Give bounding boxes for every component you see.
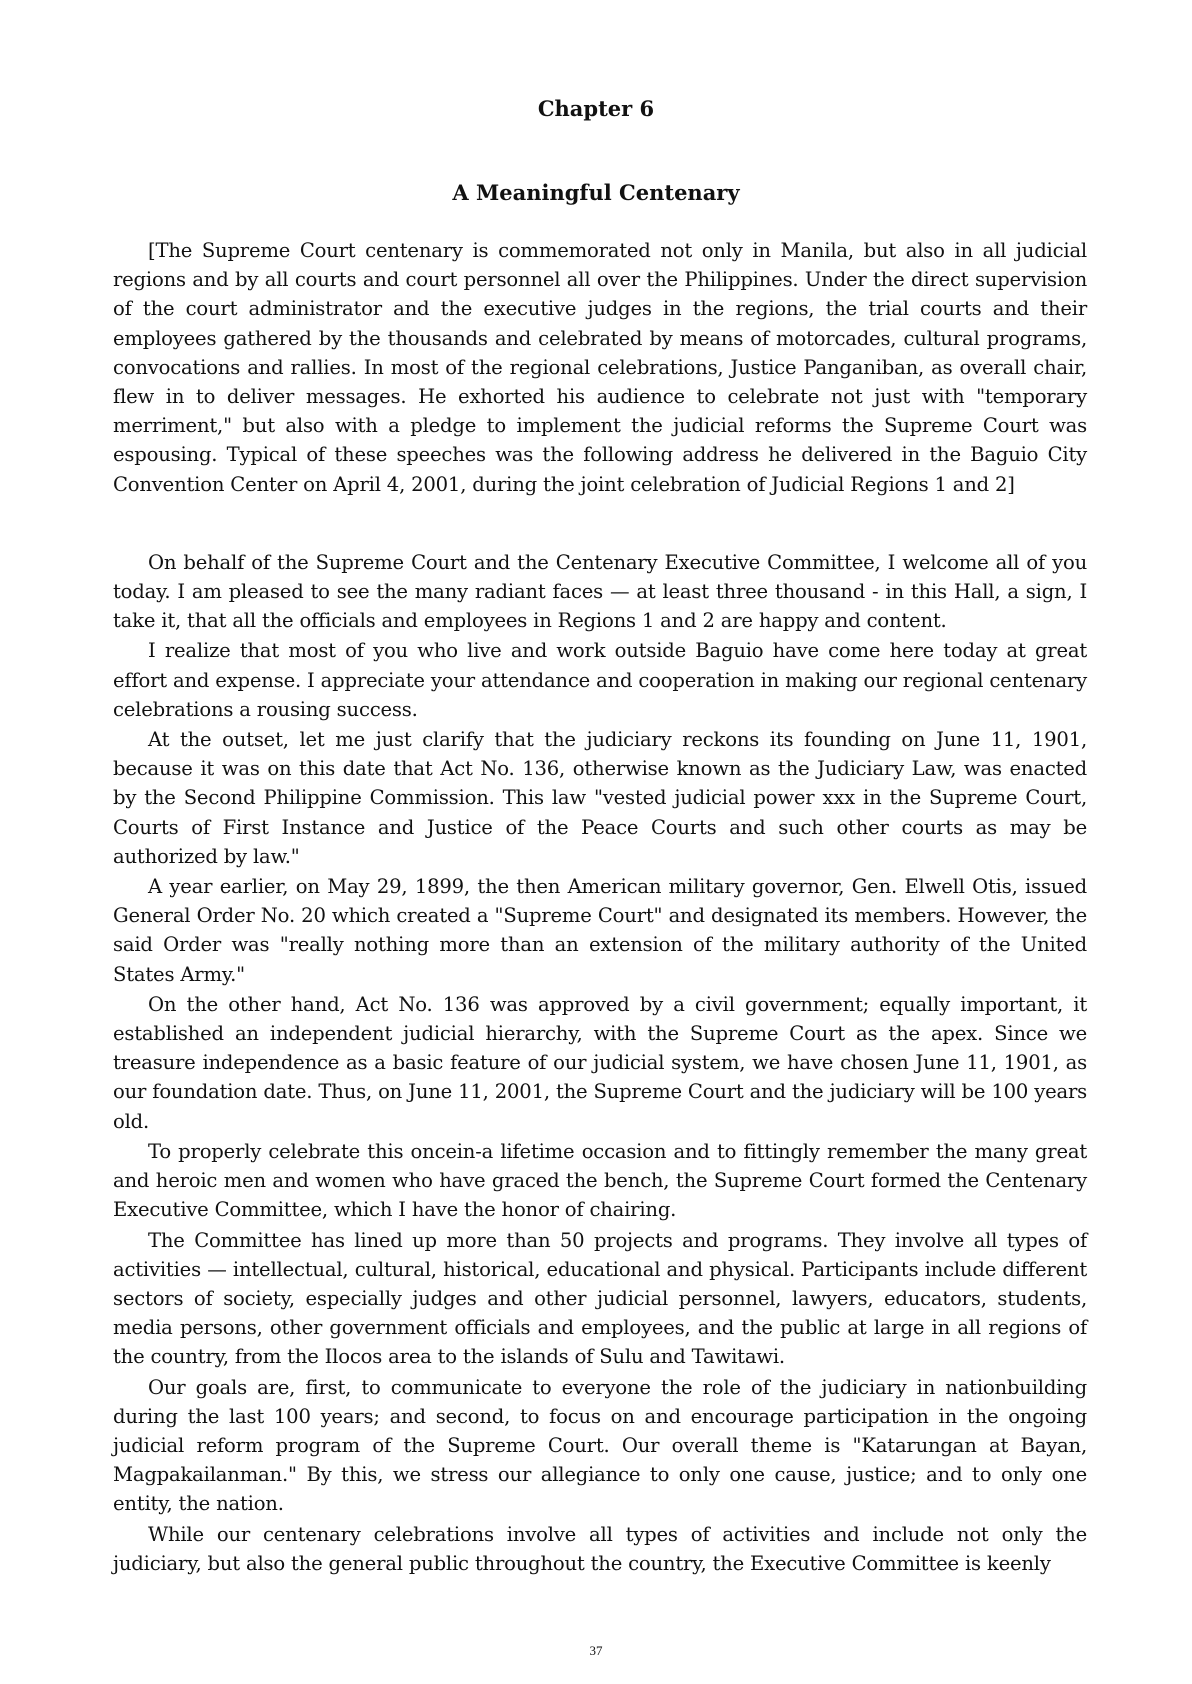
body-paragraph-4: A year earlier, on May 29, 1899, the then American military governor, Gen. Elwell Otis, issued General Order No. 20 which created a "Supreme Court" and designated its members. However, the said Order was "really nothing more than an extension of the military authority of the United States Army." bbox=[113, 875, 1087, 986]
chapter-heading: Chapter 6 bbox=[537, 96, 655, 121]
body-paragraph-3: At the outset, let me just clarify that the judiciary reckons its founding on June 11, 1901, because it was on this date that Act No. 136, otherwise known as the Judiciary Law, was enacted by the Second Philippine Commission. This law "vested judicial power xxx in the Supreme Court, Courts of First Instance and Justice of the Peace Courts and such other courts as may be authorized by law." bbox=[113, 728, 1087, 868]
body-paragraph-9: While our centenary celebrations involve all types of activities and include not only the judiciary, but also the general public throughout the country, the Executive Committee is keenly bbox=[113, 1522, 1087, 1575]
body-paragraph-7: The Committee has lined up more than 50 projects and programs. They involve all types of activities — intellectual, cultural, historical, educational and physical. Participants include different sectors of society, especially judges and other judicial personnel, lawyers, educators, students, media persons, other government officials and employees, and the public at large in all regions of the country, from the Ilocos area to the islands of Sulu and Tawitawi. bbox=[113, 1228, 1087, 1369]
chapter-title: A Meaningful Centenary bbox=[452, 180, 740, 205]
body-paragraph-8: Our goals are, first, to communicate to everyone the role of the judiciary in nationbuilding during the last 100 years; and second, to focus on and encourage participation in the ongoing judicial reform program of the Supreme Court. Our overall theme is "Katarungan at Bayan, Magpakailanman." By this, we stress our allegiance to only one cause, justice; and to only one entity, the nation. bbox=[113, 1375, 1087, 1516]
body-paragraph-1: On behalf of the Supreme Court and the Centenary Executive Committee, I welcome all of you today. I am pleased to see the many radiant faces — at least three thousand - in this Hall, a sign, I take it, that all the officials and employees in Regions 1 and 2 are happy and content. bbox=[113, 550, 1087, 633]
document-body bbox=[113, 236, 1087, 1579]
body-paragraph-6: To properly celebrate this oncein-a lifetime occasion and to fittingly remember the many great and heroic men and women who have graced the bench, the Supreme Court formed the Centenary Executive Committee, which I have the honor of chairing. bbox=[113, 1139, 1087, 1222]
intro-paragraph: [The Supreme Court centenary is commemorated not only in Manila, but also in all judicial regions and by all courts and court personnel all over the Philippines. Under the direct supervision of the court administrator and the executive judges in the regions, the trial courts and their employees gathered by the thousands and celebrated by means of motorcades, cultural programs, convocations and rallies. In most of the regional celebrations, Justice Panganiban, as overall chair, flew in to deliver messages. He exhorted his audience to celebrate not just with "temporary merriment," but also with a pledge to implement the judicial reforms the Supreme Court was espousing. Typical of these speeches was the following address he delivered in the Baguio City Convention Center on April 4, 2001, during the joint celebration of Judicial Regions 1 and 2] bbox=[113, 239, 1087, 496]
page-number: 37 bbox=[589, 1643, 603, 1658]
body-paragraph-2: I realize that most of you who live and work outside Baguio have come here today at great effort and expense. I appreciate your attendance and cooperation in making our regional centenary celebrations a rousing success. bbox=[113, 639, 1087, 721]
body-paragraph-5: On the other hand, Act No. 136 was approved by a civil government; equally important, it established an independent judicial hierarchy, with the Supreme Court as the apex. Since we treasure independence as a basic feature of our judicial system, we have chosen June 11, 1901, as our foundation date. Thus, on June 11, 2001, the Supreme Court and the judiciary will be 100 years old. bbox=[113, 992, 1087, 1133]
